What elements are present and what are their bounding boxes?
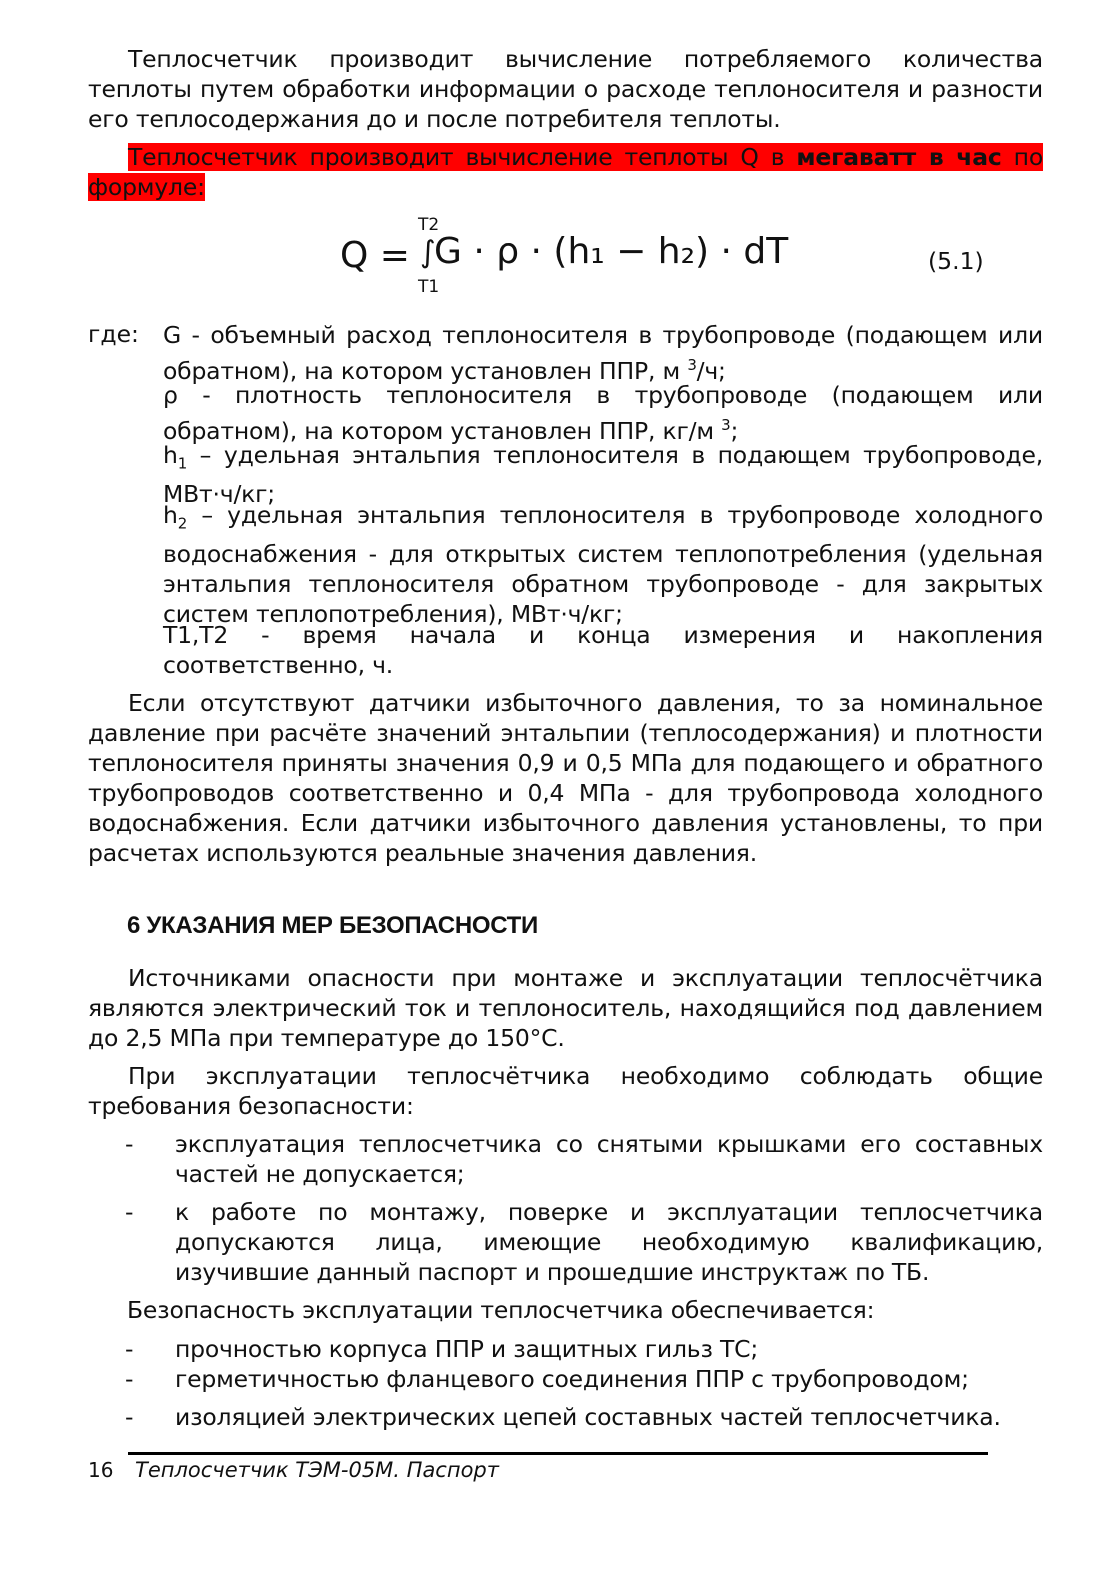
integral-lower-limit: T1 [418, 277, 440, 297]
safety-item [125, 1402, 1043, 1432]
safety-item [125, 1364, 1043, 1394]
where-label: где: [88, 320, 139, 348]
list-dash: - [125, 1365, 134, 1393]
definition-rho-end: ; [730, 416, 739, 445]
formula-lhs: Q = [340, 235, 410, 276]
highlighted-paragraph [88, 142, 1043, 202]
definition-rho-text: ρ - плотность теплоносителя в трубопроводе (подающем или обратном), на котором установлен ППР, кг/м [163, 381, 1043, 445]
integral-sign: ∫ [420, 235, 436, 270]
formula-body: G · ρ · (h₁ − h₂) · dT [434, 231, 789, 272]
definition-h1-text: – удельная энтальпия теплоносителя в подающем трубопроводе, МВт·ч/кг; [163, 441, 1043, 508]
definition-g-text: G - объемный расход теплоносителя в трубопроводе (подающем или обратном), на котором установлен ППР, м [163, 321, 1043, 385]
definition-h2-symbol: h [163, 501, 178, 529]
safety-item [125, 1334, 1043, 1364]
safety-text: изоляцией электрических цепей составных частей теплосчетчика. [175, 1403, 1001, 1431]
formula-5-1 [340, 215, 1040, 300]
footer-title: Теплосчетчик ТЭМ-05М. Паспорт [135, 1458, 499, 1482]
definition-g [163, 320, 1043, 386]
highlight-text-bold: мегаватт в час [796, 143, 1002, 171]
pressure-paragraph: Если отсутствуют датчики избыточного давления, то за номинальное давление при расчёте значений энтальпии (теплосодержания) и плотности теплоносителя приняты значения 0,9 и 0,5 МПа для подающего и обратного трубопроводов соответственно и 0,4 МПа - для трубопровода холодного водоснабжения. Если датчики избыточного давления установлены, то при расчетах используются реальные значения давления. [88, 689, 1043, 867]
footer-rule [128, 1452, 988, 1455]
definition-h2-text: – удельная энтальпия теплоносителя в трубопроводе холодного водоснабжения - для открытых систем теплопотребления (удельная энтальпия теплоносителя обратном трубопроводе - для закрытых систем теплопотребления), МВт·ч/кг; [163, 501, 1043, 628]
requirements-intro: При эксплуатации теплосчётчика необходимо соблюдать общие требования безопасности: [88, 1062, 1043, 1120]
definition-rho-sup: 3 [721, 416, 731, 434]
definition-rho [163, 380, 1043, 446]
safety-text: герметичностью фланцевого соединения ППР с трубопроводом; [175, 1365, 969, 1393]
highlight-text-post: по формуле: [88, 143, 1044, 201]
definition-t: T1,T2 - время начала и конца измерения и накопления соответственно, ч. [163, 621, 1043, 679]
definition-h2 [163, 500, 1043, 629]
definition-g-end: /ч; [696, 356, 726, 385]
definition-h1 [163, 440, 1043, 509]
list-dash: - [125, 1403, 134, 1431]
formula-number: (5.1) [928, 247, 984, 275]
list-dash: - [125, 1335, 134, 1363]
requirement-text: к работе по монтажу, поверке и эксплуатации теплосчетчика допускаются лица, имеющие необходимую квалификацию, изучившие данный паспорт и прошедшие инструктаж по ТБ. [175, 1198, 1043, 1286]
safety-text: прочностью корпуса ППР и защитных гильз ТС; [175, 1335, 759, 1363]
integral-upper-limit: T2 [418, 215, 440, 235]
definition-h2-sub: 2 [177, 514, 188, 533]
requirement-item [125, 1129, 1043, 1189]
definition-h1-symbol: h [163, 441, 178, 469]
list-dash: - [125, 1130, 134, 1158]
definition-h1-sub: 1 [177, 454, 188, 473]
hazards-paragraph: Источниками опасности при монтаже и эксплуатации теплосчётчика являются электрический ток и теплоноситель, находящийся под давлением до 2,5 МПа при температуре до 150°С. [88, 964, 1043, 1052]
section-6-heading: 6 УКАЗАНИЯ МЕР БЕЗОПАСНОСТИ [127, 912, 538, 939]
highlight-text-pre: Теплосчетчик производит вычисление теплоты Q в [128, 143, 797, 171]
intro-paragraph: Теплосчетчик производит вычисление потребляемого количества теплоты путем обработки информации о расходе теплоносителя и разности его теплосодержания до и после потребителя теплоты. [88, 45, 1043, 133]
list-dash: - [125, 1198, 134, 1226]
page-number: 16 [88, 1458, 114, 1482]
safety-intro: Безопасность эксплуатации теплосчетчика обеспечивается: [127, 1296, 875, 1324]
requirement-item [125, 1197, 1043, 1287]
requirement-text: эксплуатация теплосчетчика со снятыми крышками его составных частей не допускается; [175, 1130, 1043, 1188]
definition-g-sup: 3 [687, 356, 697, 374]
